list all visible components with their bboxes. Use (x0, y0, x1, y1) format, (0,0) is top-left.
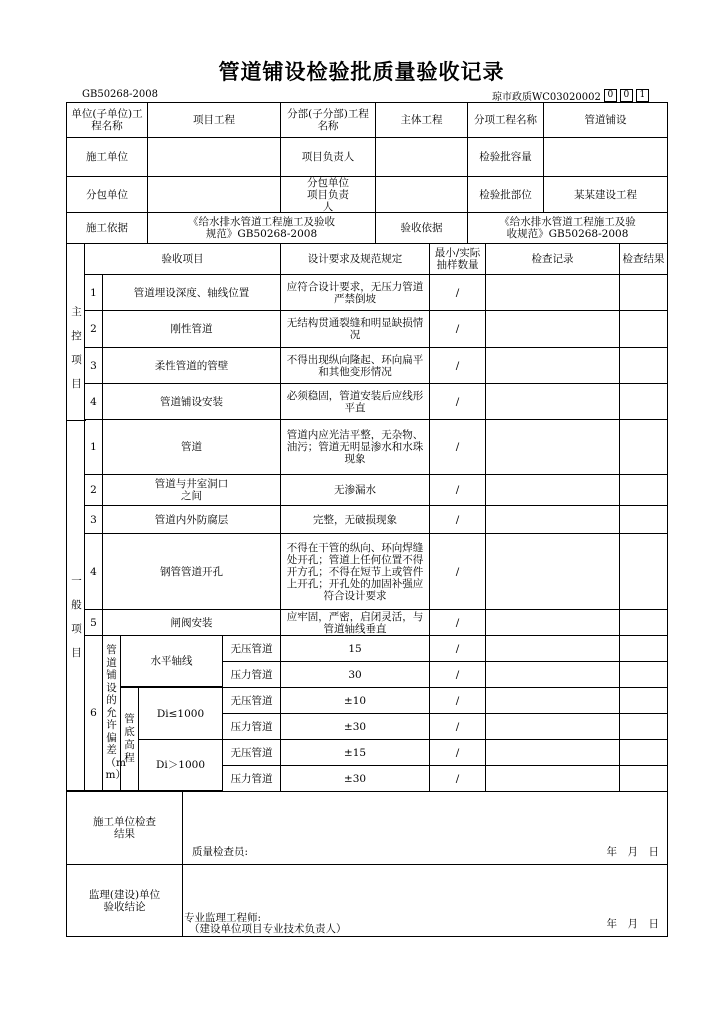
contractor-date: 年 月 日 (606, 846, 659, 858)
form-code-box: 0 (604, 89, 617, 102)
main-item-3-record[interactable] (485, 347, 620, 384)
main-item-2-no: 2 (84, 310, 103, 348)
form-code-box: 1 (636, 89, 649, 102)
large-gravity-result[interactable] (619, 739, 668, 766)
general-item-4-no: 4 (84, 533, 103, 610)
general-item-1-name: 管道 (102, 419, 281, 475)
page-title: 管道铺设检验批质量验收记录 (218, 60, 505, 84)
main-item-3-result[interactable] (619, 347, 668, 384)
axis-pressure-record[interactable] (485, 661, 620, 688)
axis-gravity-record[interactable] (485, 635, 620, 662)
basis-label: 施工依据 (66, 212, 148, 244)
main-item-3-no: 3 (84, 347, 103, 384)
pm-value[interactable] (375, 137, 468, 177)
axis-gravity-label: 无压管道 (222, 635, 281, 662)
main-item-4-no: 4 (84, 383, 103, 420)
general-item-3-record[interactable] (485, 505, 620, 534)
general-item-5-result[interactable] (619, 609, 668, 636)
axis-gravity-sample: / (429, 635, 486, 662)
general-item-3-no: 3 (84, 505, 103, 534)
general-item-4-result[interactable] (619, 533, 668, 610)
axis-label: 水平轴线 (120, 635, 223, 687)
acceptance-basis-value: 《给水排水管道工程施工及验收规范》GB50268-2008 (467, 212, 668, 244)
division-value: 主体工程 (375, 102, 468, 138)
small-pressure-sample: / (429, 713, 486, 740)
subcontractor-value[interactable] (147, 176, 281, 213)
small-gravity-result[interactable] (619, 687, 668, 714)
subcontractor-label: 分包单位 (66, 176, 148, 213)
general-item-3-sample: / (429, 505, 486, 534)
main-item-4-record[interactable] (485, 383, 620, 420)
batch-location-label: 检验批部位 (467, 176, 544, 213)
elev-label: 管底高程 (120, 687, 139, 791)
small-gravity-value: ±10 (280, 687, 430, 714)
large-pressure-result[interactable] (619, 765, 668, 792)
general-item-4-req: 不得在干管的纵向、环向焊缝处开孔；管道上任何位置不得开方孔；不得在短节上或管件上开孔；开孔处的加固补强应符合设计要求 (280, 533, 430, 610)
general-item-4-sample: / (429, 533, 486, 610)
contractor-result-area[interactable] (182, 791, 668, 865)
small-gravity-label: 无压管道 (222, 687, 281, 714)
axis-gravity-value: 15 (280, 635, 430, 662)
main-item-1-no: 1 (84, 274, 103, 311)
engineer-label: 专业监理工程师: (184, 912, 262, 924)
contractor-value[interactable] (147, 137, 281, 177)
main-item-4-req: 必须稳固，管道安装后应线形平直 (280, 383, 430, 420)
form-code-box: 0 (620, 89, 633, 102)
small-diameter-label: Di≤1000 (138, 687, 223, 740)
large-pressure-value: ±30 (280, 765, 430, 792)
large-pressure-sample: / (429, 765, 486, 792)
main-item-1-sample: / (429, 274, 486, 311)
general-item-1-result[interactable] (619, 419, 668, 475)
col-item-header: 验收项目 (84, 243, 281, 275)
large-diameter-label: Di＞1000 (138, 739, 223, 791)
deviation-label: 管道铺设的允许偏差（mm） (102, 635, 121, 791)
basis-value: 《给水排水管道工程施工及验收规范》GB50268-2008 (147, 212, 376, 244)
main-item-1-result[interactable] (619, 274, 668, 311)
inspector-label: 质量检查员: (192, 846, 249, 858)
batch-capacity-label: 检验批容量 (467, 137, 544, 177)
general-item-5-req: 应牢固，严密，启闭灵活，与管道轴线垂直 (280, 609, 430, 636)
main-item-3-req: 不得出现纵向隆起、环向扁平和其他变形情况 (280, 347, 430, 384)
large-gravity-value: ±15 (280, 739, 430, 766)
general-item-3-req: 完整，无破损现象 (280, 505, 430, 534)
general-item-5-record[interactable] (485, 609, 620, 636)
general-item-5-sample: / (429, 609, 486, 636)
inspection-form-grid (67, 103, 668, 938)
col-sample-header: 最小/实际抽样数量 (429, 243, 486, 275)
axis-pressure-label: 压力管道 (222, 661, 281, 688)
general-item-4-name: 钢管管道开孔 (102, 533, 281, 610)
general-item-1-req: 管道内应光洁平整，无杂物、油污；管道无明显渗水和水珠现象 (280, 419, 430, 475)
large-pressure-record[interactable] (485, 765, 620, 792)
standard-code: GB50268-2008 (82, 89, 158, 100)
general-item-4-record[interactable] (485, 533, 620, 610)
main-item-4-result[interactable] (619, 383, 668, 420)
main-control-label: 主控项目 (71, 305, 82, 390)
batch-location-value: 某某建设工程 (543, 176, 668, 213)
large-gravity-label: 无压管道 (222, 739, 281, 766)
main-item-2-sample: / (429, 310, 486, 348)
batch-capacity-value[interactable] (543, 137, 668, 177)
contractor-label: 施工单位 (66, 137, 148, 177)
general-item-2-name: 管道与井室洞口之间 (102, 474, 281, 506)
acceptance-basis-label: 验收依据 (375, 212, 468, 244)
unit-project-label: 单位(子单位)工程名称 (66, 102, 148, 138)
subitem-value: 管道铺设 (543, 102, 668, 138)
supervisor-date: 年 月 日 (606, 918, 659, 930)
main-item-2-result[interactable] (619, 310, 668, 348)
general-item-1-no: 1 (84, 419, 103, 475)
contractor-result-label: 施工单位检查结果 (66, 791, 183, 865)
general-item-2-sample: / (429, 474, 486, 506)
small-pressure-record[interactable] (485, 713, 620, 740)
axis-pressure-value: 30 (280, 661, 430, 688)
col-requirement-header: 设计要求及规范规定 (280, 243, 430, 275)
general-item-5-name: 闸阀安装 (102, 609, 281, 636)
small-pressure-result[interactable] (619, 713, 668, 740)
small-gravity-record[interactable] (485, 687, 620, 714)
small-pressure-value: ±30 (280, 713, 430, 740)
small-pressure-label: 压力管道 (222, 713, 281, 740)
general-label: 一般项目 (67, 420, 86, 792)
col-record-header: 检查记录 (485, 243, 620, 275)
general-item-2-result[interactable] (619, 474, 668, 506)
main-item-2-req: 无结构贯通裂缝和明显缺损情况 (280, 310, 430, 348)
main-item-4-sample: / (429, 383, 486, 420)
unit-project-value: 项目工程 (147, 102, 281, 138)
general-item-3-name: 管道内外防腐层 (102, 505, 281, 534)
general-item-1-record[interactable] (485, 419, 620, 475)
division-label: 分部(子分部)工程名称 (280, 102, 376, 138)
col-result-header: 检查结果 (619, 243, 668, 275)
general-item-5-no: 5 (84, 609, 103, 636)
engineer-note: （建设单位项目专业技术负责人） (189, 923, 347, 935)
general-item-6-no: 6 (84, 635, 103, 791)
large-gravity-record[interactable] (485, 739, 620, 766)
general-item-2-req: 无渗漏水 (280, 474, 430, 506)
axis-gravity-result[interactable] (619, 635, 668, 662)
main-item-1-name: 管道埋设深度、轴线位置 (102, 274, 281, 311)
main-item-3-name: 柔性管道的管壁 (102, 347, 281, 384)
sub-pm-value[interactable] (375, 176, 468, 213)
general-item-3-result[interactable] (619, 505, 668, 534)
supervisor-area[interactable] (182, 864, 668, 937)
small-gravity-sample: / (429, 687, 486, 714)
main-item-2-record[interactable] (485, 310, 620, 348)
sub-pm-label: 分包单位项目负责人 (280, 176, 376, 213)
form-code (492, 88, 649, 103)
general-item-1-sample: / (429, 419, 486, 475)
large-gravity-sample: / (429, 739, 486, 766)
subitem-label: 分项工程名称 (467, 102, 544, 138)
axis-pressure-sample: / (429, 661, 486, 688)
main-item-4-name: 管道铺设安装 (102, 383, 281, 420)
axis-pressure-result[interactable] (619, 661, 668, 688)
pm-label: 项目负责人 (280, 137, 376, 177)
main-item-2-name: 刚性管道 (102, 310, 281, 348)
supervisor-label: 监理(建设)单位验收结论 (66, 864, 183, 937)
form-code-prefix: 琼市政质WC03020002 (492, 92, 601, 103)
general-item-2-record[interactable] (485, 474, 620, 506)
main-item-3-sample: / (429, 347, 486, 384)
main-item-1-record[interactable] (485, 274, 620, 311)
main-item-1-req: 应符合设计要求，无压力管道严禁倒坡 (280, 274, 430, 311)
general-item-2-no: 2 (84, 474, 103, 506)
large-pressure-label: 压力管道 (222, 765, 281, 792)
